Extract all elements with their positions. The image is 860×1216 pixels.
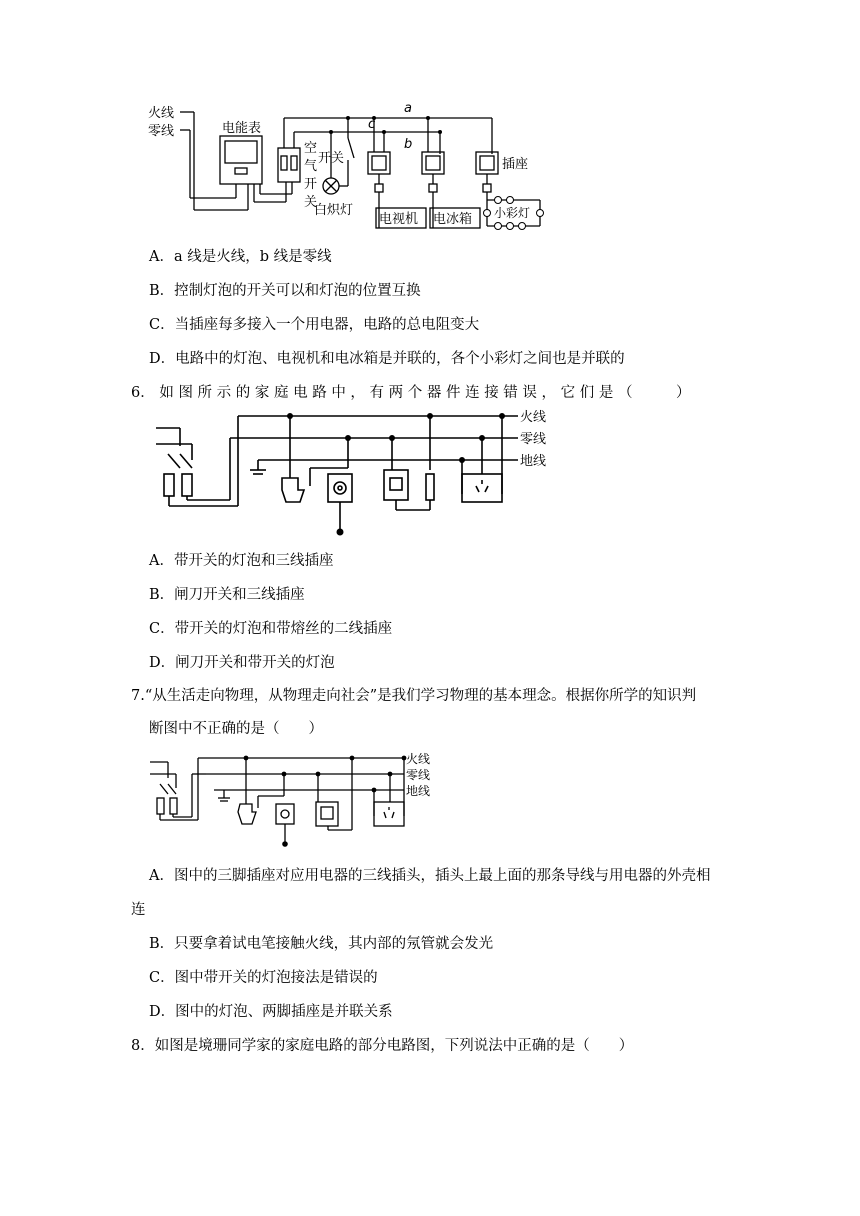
q6-live-label: 火线 — [520, 410, 547, 425]
fridge-label: 电冰箱 — [433, 212, 473, 227]
wire-b-label: b — [404, 137, 413, 152]
q7-option-a-line2: 连 — [131, 902, 146, 918]
q5-option-a: A．a 线是火线，b 线是零线 — [149, 249, 332, 265]
household-circuit-diagram-q5 — [140, 98, 560, 238]
breaker-label-3: 开 — [304, 177, 318, 192]
q6-ground-label: 地线 — [520, 454, 547, 469]
q5-option-d: D．电路中的灯泡、电视机和电冰箱是并联的，各个小彩灯之间也是并联的 — [149, 351, 625, 367]
breaker-label-2: 气 — [304, 159, 318, 174]
q7-option-c: C．图中带开关的灯泡接法是错误的 — [149, 970, 378, 986]
q7-question-line2: 断图中不正确的是（ ） — [149, 721, 323, 737]
bulb-label: 白炽灯 — [314, 203, 354, 218]
q5-option-c: C．当插座每多接入一个用电器，电路的总电阻变大 — [149, 317, 480, 333]
q7-option-b: B．只要拿着试电笔接触火线，其内部的氖管就会发光 — [149, 936, 494, 952]
q6-option-d: D．闸刀开关和带开关的灯泡 — [149, 655, 335, 671]
household-circuit-diagram-q7 — [148, 748, 448, 848]
q5-option-b: B．控制灯泡的开关可以和灯泡的位置互换 — [149, 283, 421, 299]
socket-label: 插座 — [502, 157, 529, 172]
live-wire-label: 火线 — [148, 106, 175, 121]
q7-question-line1: 7.“从生活走向物理，从物理走向社会”是我们学习物理的基本理念。根据你所学的知识判 — [131, 688, 697, 704]
q6-option-a: A．带开关的灯泡和三线插座 — [149, 553, 334, 569]
q6-option-c: C．带开关的灯泡和带熔丝的二线插座 — [149, 621, 393, 637]
breaker-label-4: 关 — [304, 195, 318, 210]
q6-neutral-label: 零线 — [520, 432, 547, 447]
switch-label: 开关 — [318, 151, 345, 166]
q7-option-d: D．图中的灯泡、两脚插座是并联关系 — [149, 1004, 393, 1020]
q7-option-a-line1: A．图中的三脚插座对应用电器的三线插头，插头上最上面的那条导线与用电器的外壳相 — [149, 868, 711, 884]
wire-c-label: c — [368, 117, 376, 132]
q7-neutral-label: 零线 — [406, 768, 431, 782]
q7-live-label: 火线 — [406, 752, 431, 766]
household-circuit-diagram-q6 — [150, 408, 560, 538]
wire-a-label: a — [404, 101, 412, 116]
q7-ground-label: 地线 — [406, 784, 431, 798]
breaker-label-1: 空 — [304, 141, 318, 156]
q6-question: 6． 如 图 所 示 的 家 庭 电 路 中 ， 有 两 个 器 件 连 接 错 误 ， 它 们 是 （ ） — [131, 385, 691, 401]
meter-label: 电能表 — [222, 121, 262, 136]
tv-label: 电视机 — [379, 212, 419, 227]
lights-label: 小彩灯 — [494, 206, 531, 220]
q6-option-b: B．闸刀开关和三线插座 — [149, 587, 305, 603]
q8-question: 8．如图是境珊同学家的家庭电路的部分电路图，下列说法中正确的是（ ） — [131, 1038, 634, 1054]
neutral-wire-label: 零线 — [148, 124, 175, 139]
